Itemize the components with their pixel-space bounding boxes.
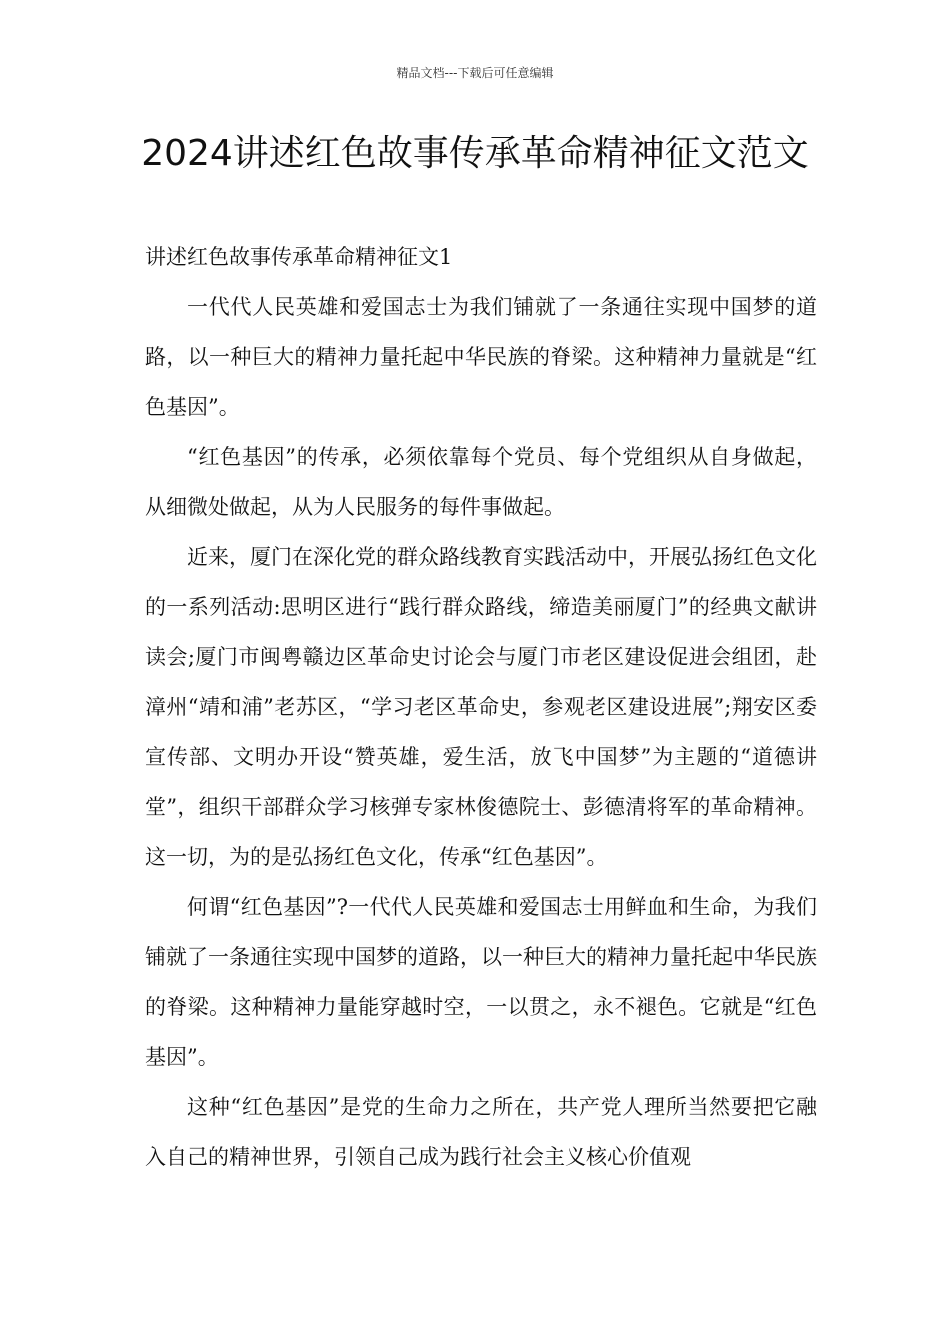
paragraph-5: 这种“红色基因”是党的生命力之所在，共产党人理所当然要把它融入自己的精神世界，引领自己成为践行社会主义核心价值观 (145, 1095, 817, 1169)
section-subtitle: 讲述红色故事传承革命精神征文1 (145, 245, 453, 269)
paragraph-4: 何谓“红色基因”?一代代人民英雄和爱国志士用鲜血和生命，为我们铺就了一条通往实现中国梦的道路，以一种巨大的精神力量托起中华民族的脊梁。这种精神力量能穿越时空，一以贯之，永不褪色。它就是“红色基因”。 (145, 895, 817, 1069)
paragraph-3: 近来，厦门在深化党的群众路线教育实践活动中，开展弘扬红色文化的一系列活动:思明区进行“践行群众路线，缔造美丽厦门”的经典文献讲读会;厦门市闽粤赣边区革命史讨论会与厦门市老区建设促进会组团，赴漳州“靖和浦”老苏区，“学习老区革命史，参观老区建设进展”;翔安区委宣传部、文明办开设“赞英雄，爱生活，放飞中国梦”为主题的“道德讲堂”，组织干部群众学习核弹专家林俊德院士、彭德清将军的革命精神。这一切，为的是弘扬红色文化，传承“红色基因”。 (145, 545, 817, 869)
paragraph-1: 一代代人民英雄和爱国志士为我们铺就了一条通往实现中国梦的道路，以一种巨大的精神力量托起中华民族的脊梁。这种精神力量就是“红色基因”。 (145, 295, 817, 419)
paragraph-2: “红色基因”的传承，必须依靠每个党员、每个党组织从自身做起，从细微处做起，从为人民服务的每件事做起。 (145, 445, 817, 519)
document-body (145, 232, 817, 1182)
document-title: 2024讲述红色故事传承革命精神征文范文 (141, 133, 809, 174)
header-note: 精品文档---下载后可任意编辑 (396, 66, 554, 80)
